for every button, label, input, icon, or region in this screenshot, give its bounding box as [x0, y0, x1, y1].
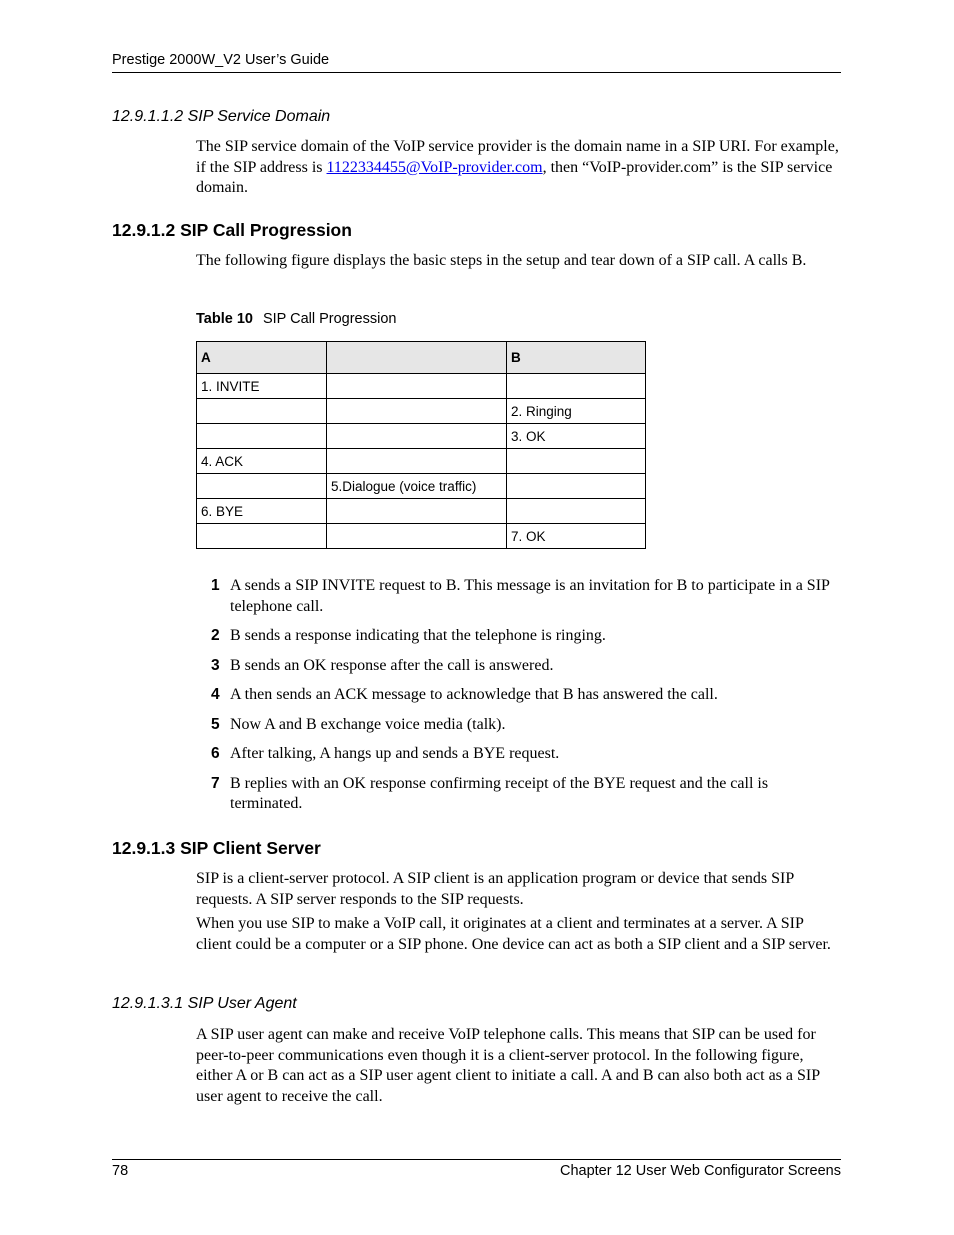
chapter-title: Chapter 12 User Web Configurator Screens: [559, 1163, 841, 1179]
table-cell: [197, 424, 327, 449]
table-cell: 1. INVITE: [197, 374, 327, 399]
step-text: After talking, A hangs up and sends a BYE request.: [230, 745, 560, 762]
guide-title: Prestige 2000W_V2 User’s Guide: [112, 52, 330, 68]
user-agent-paragraph: A SIP user agent can make and receive VoIP telephone calls. This means that SIP can be used for peer-to-peer communications even though it is a client-server protocol. In the following figure, either A or B can act as a SIP user agent client to initiate a call. A and B can also both act as a SIP user agent to receive the call.: [196, 1026, 820, 1105]
table-row: [197, 374, 646, 399]
table-cell: 5.Dialogue (voice traffic): [327, 474, 507, 499]
list-item: [211, 715, 841, 736]
table-row: [197, 424, 646, 449]
section-heading-sip-client-server: 12.9.1.3 SIP Client Server: [112, 838, 321, 858]
section-heading-sip-call-progression: 12.9.1.2 SIP Call Progression: [112, 220, 352, 240]
step-text: B sends a response indicating that the telephone is ringing.: [230, 627, 606, 644]
list-item: [211, 685, 841, 706]
call-steps-list: [211, 576, 841, 815]
table-cell: [507, 474, 646, 499]
list-item: [211, 774, 841, 815]
page-number: 78: [112, 1163, 129, 1179]
client-server-paragraph-2: When you use SIP to make a VoIP call, it originates at a client and terminates at a server. A SIP client could be a computer or a SIP phone. One device can act as both a SIP client and a SIP server.: [196, 915, 831, 953]
step-number: 3: [211, 656, 220, 674]
paragraph-text-after-link: , then “VoIP-provider.com” is the SIP service domain.: [196, 158, 833, 196]
step-text: A sends a SIP INVITE request to B. This message is an invitation for B to participate in a SIP telephone call.: [230, 577, 830, 615]
sip-address-link[interactable]: 1122334455@VoIP-provider.com: [326, 158, 543, 176]
table-cell: [197, 399, 327, 424]
table-cell: [507, 499, 646, 524]
step-number: 2: [211, 627, 220, 644]
table-header-cell: A: [197, 342, 327, 374]
table-cell: 4. ACK: [197, 449, 327, 474]
table-row: [197, 449, 646, 474]
table-cell: 2. Ringing: [507, 399, 646, 424]
step-number: 4: [211, 686, 220, 703]
table-header-cell: [327, 342, 507, 374]
table-cell: [197, 474, 327, 499]
step-number: 5: [211, 715, 220, 733]
sip-service-domain-paragraph: [196, 137, 841, 199]
paragraph-text-before-link: The SIP service domain of the VoIP service provider is the domain name in a SIP URI. For example, if the SIP address is: [196, 138, 839, 176]
step-number: 1: [211, 577, 220, 594]
table-header-cell: B: [507, 342, 646, 374]
list-item: [211, 626, 841, 647]
step-text: Now A and B exchange voice media (talk).: [230, 715, 506, 733]
table-cell: [327, 399, 507, 424]
table-cell: [197, 524, 327, 549]
table-row: [197, 499, 646, 524]
sip-call-progression-table: [196, 341, 646, 549]
section-heading-sip-user-agent: 12.9.1.3.1 SIP User Agent: [112, 995, 297, 1012]
table-cell: [327, 499, 507, 524]
step-number: 7: [211, 774, 220, 792]
list-item: [211, 576, 841, 617]
table-row: [197, 399, 646, 424]
table-cell: [327, 424, 507, 449]
table-cell: [507, 449, 646, 474]
table-cell: [327, 449, 507, 474]
client-server-paragraph-1: SIP is a client-server protocol. A SIP client is an application program or device that sends SIP requests. A SIP server responds to the SIP requests.: [196, 870, 794, 908]
table-cell: [327, 524, 507, 549]
table-cell: 7. OK: [507, 524, 646, 549]
table-row: [197, 524, 646, 549]
step-text: B sends an OK response after the call is answered.: [230, 656, 554, 674]
table-header-row: [197, 342, 646, 374]
page-footer: [112, 1159, 841, 1179]
step-number: 6: [211, 745, 220, 762]
table-caption-label: Table 10: [196, 311, 253, 327]
table-cell: [327, 374, 507, 399]
call-progression-intro: The following figure displays the basic steps in the setup and tear down of a SIP call. A calls B.: [196, 252, 807, 269]
list-item: [211, 744, 841, 765]
page-header: [112, 52, 841, 73]
section-heading-sip-service-domain: 12.9.1.1.2 SIP Service Domain: [112, 108, 331, 125]
table-cell: [507, 374, 646, 399]
table-cell: 6. BYE: [197, 499, 327, 524]
table-row: [197, 474, 646, 499]
step-text: A then sends an ACK message to acknowledge that B has answered the call.: [230, 686, 718, 703]
table-caption: [196, 311, 396, 327]
list-item: [211, 656, 841, 677]
step-text: B replies with an OK response confirming receipt of the BYE request and the call is terminated.: [230, 774, 769, 812]
table-caption-title: SIP Call Progression: [262, 311, 397, 327]
table-cell: 3. OK: [507, 424, 646, 449]
